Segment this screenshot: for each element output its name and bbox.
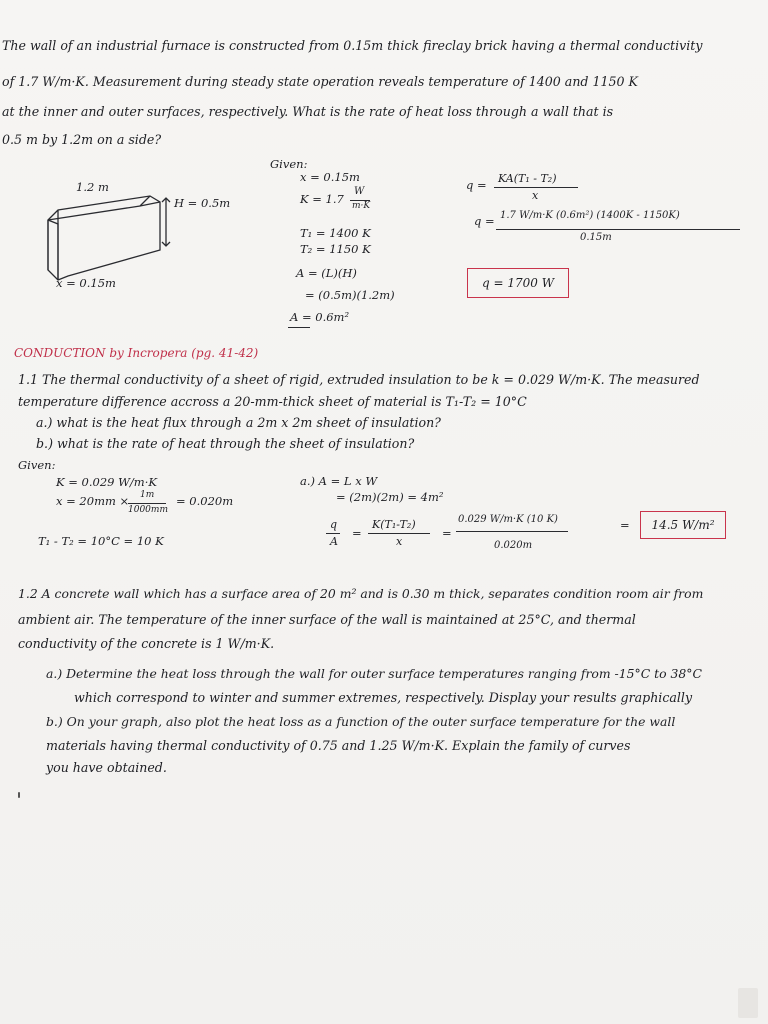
given-outer-temp: T₂ = 1150 K — [300, 242, 371, 256]
given-conductivity: K = 1.7 — [300, 192, 344, 206]
rate-equation-num: KA(T₁ - T₂) — [498, 172, 557, 185]
fraction-bar — [496, 229, 740, 230]
given-thickness: x = 0.15m — [300, 170, 360, 184]
rate-sub-num: 1.7 W/m·K (0.6m²) (1400K - 1150K) — [500, 210, 680, 221]
given-title: Given: — [18, 458, 56, 472]
fraction-bar — [128, 503, 166, 504]
rate-sub-lhs: q = — [474, 214, 495, 228]
flux-formula-den: x — [396, 535, 403, 548]
problem-intro-line: 0.5 m by 1.2m on a side? — [2, 132, 162, 147]
fraction-bar — [326, 533, 340, 534]
problem-1-2-part-a: a.) Determine the heat loss through the wall for outer surface temperatures ranging from -15°C to 38°C — [46, 666, 702, 681]
pen-mark — [18, 792, 20, 798]
problem-intro-line: of 1.7 W/m·K. Measurement during steady state operation reveals temperature of 1400 and 1150 K — [2, 74, 638, 89]
area-formula: a.) A = L x W — [300, 474, 378, 488]
rate-sub-den: 0.15m — [580, 232, 612, 243]
fraction-bar — [456, 531, 568, 532]
conductivity-unit-num: W — [354, 186, 365, 197]
area-substitution: = (2m)(2m) = 4m² — [336, 490, 444, 504]
thickness-result: = 0.020m — [176, 494, 234, 508]
conversion-den: 1000mm — [128, 505, 168, 515]
fraction-bar — [494, 187, 578, 188]
problem-intro-line: The wall of an industrial furnace is constructed from 0.15m thick fireclay brick having a thermal conductivity — [2, 38, 703, 53]
equals-sign: = — [442, 526, 452, 540]
given-conductivity: K = 0.029 W/m·K — [56, 475, 157, 489]
flux-lhs-num: q — [330, 518, 338, 531]
given-thickness: x = 20mm × — [56, 494, 130, 508]
flux-sub-num: 0.029 W/m·K (10 K) — [458, 514, 558, 525]
problem-1-2-part-b: you have obtained. — [46, 760, 167, 775]
area-substitution: = (0.5m)(1.2m) — [305, 288, 395, 302]
thickness-label: x = 0.15m — [56, 276, 116, 290]
flux-sub-den: 0.020m — [494, 540, 533, 551]
area-result: A = 0.6m² — [290, 310, 350, 324]
flux-lhs-den: A — [330, 535, 338, 548]
answer-box-q: q = 1700 W — [467, 268, 569, 298]
wall-sketch-edge — [48, 196, 150, 220]
flux-formula-num: K(T₁-T₂) — [372, 518, 416, 531]
height-label: H = 0.5m — [174, 196, 231, 210]
rate-equation-den: x — [532, 189, 539, 202]
conductivity-unit-den: m·K — [352, 201, 371, 211]
section-heading: CONDUCTION by Incropera (pg. 41-42) — [14, 346, 259, 360]
length-label: 1.2 m — [76, 180, 109, 194]
problem-1-1-line: 1.1 The thermal conductivity of a sheet of rigid, extruded insulation to be k = 0.029 W/m·K. The measured — [18, 372, 700, 387]
problem-1-2-line: 1.2 A concrete wall which has a surface area of 20 m² and is 0.30 m thick, separates condition room air from — [18, 586, 704, 601]
problem-1-2-part-b: materials having thermal conductivity of 0.75 and 1.25 W/m·K. Explain the family of curves — [46, 738, 631, 753]
problem-1-2-part-a: which correspond to winter and summer extremes, respectively. Display your results graphically — [74, 690, 693, 705]
problem-1-2-line: ambient air. The temperature of the inner surface of the wall is maintained at 25°C, and thermal — [18, 612, 636, 627]
fraction-bar — [368, 533, 430, 534]
equals-sign: = — [352, 526, 362, 540]
answer-box-flux: 14.5 W/m² — [640, 511, 726, 539]
wall-sketch-front — [48, 196, 160, 280]
area-formula: A = (L)(H) — [296, 266, 357, 280]
conversion-num: 1m — [140, 490, 155, 500]
area-underline — [288, 327, 310, 328]
given-temp-difference: T₁ - T₂ = 10°C = 10 K — [38, 534, 164, 548]
problem-1-2-part-b: b.) On your graph, also plot the heat loss as a function of the outer surface temperature for the wall — [46, 714, 676, 729]
problem-intro-line: at the inner and outer surfaces, respectively. What is the rate of heat loss through a wall that is — [2, 104, 614, 119]
page-scuff — [738, 988, 758, 1018]
problem-1-2-line: conductivity of the concrete is 1 W/m·K. — [18, 636, 275, 651]
given-inner-temp: T₁ = 1400 K — [300, 226, 371, 240]
problem-1-1-line: temperature difference accross a 20-mm-thick sheet of material is T₁-T₂ = 10°C — [18, 394, 527, 409]
problem-1-1-part-b: b.) what is the rate of heat through the sheet of insulation? — [36, 436, 415, 451]
given-title: Given: — [270, 157, 308, 171]
problem-1-1-part-a: a.) what is the heat flux through a 2m x 2m sheet of insulation? — [36, 415, 441, 430]
equals-sign: = — [620, 518, 630, 532]
rate-equation-lhs: q = — [466, 178, 487, 192]
